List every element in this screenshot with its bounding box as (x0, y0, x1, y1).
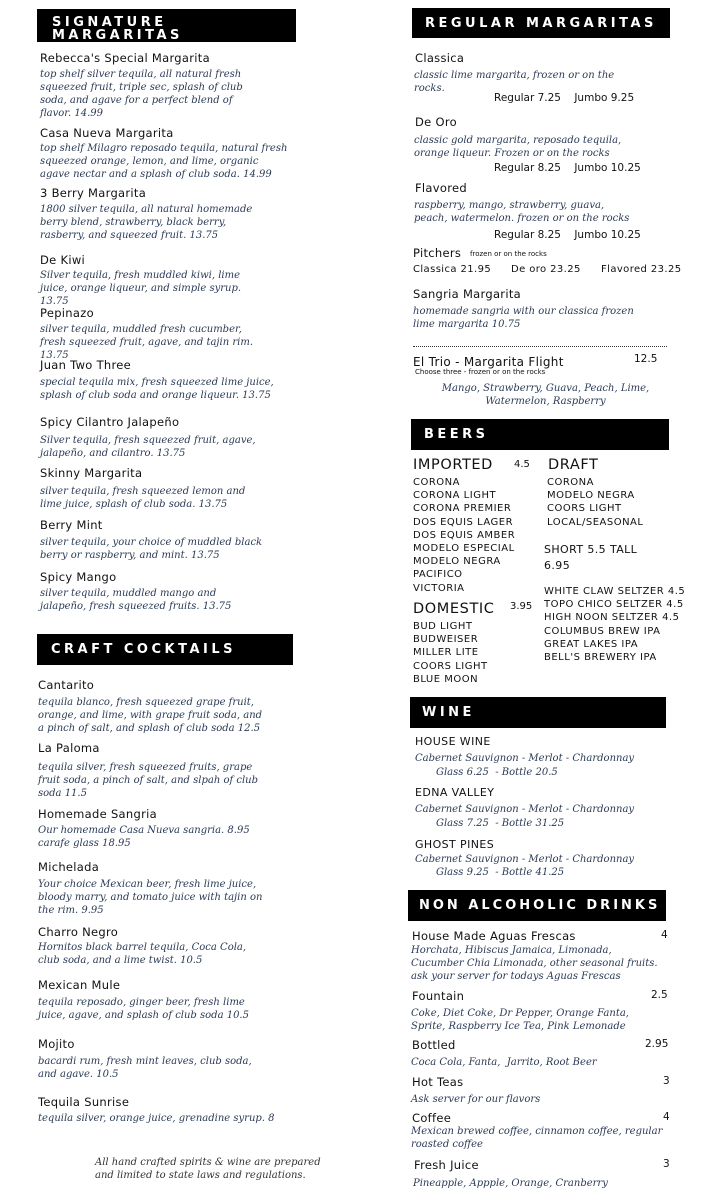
beers-header (411, 419, 669, 450)
domestic-price: 3.95 (510, 601, 533, 612)
beer-item: CORONA LIGHT (413, 490, 497, 502)
menu-item-name: House Made Aguas Frescas (412, 929, 576, 943)
menu-item-name: Michelada (38, 860, 100, 874)
menu-item-description: Silver tequila, fresh squeezed fruit, agave, jalapeño, and cilantro. 13.75 (40, 435, 256, 459)
menu-item-description: silver tequila, your choice of muddled black berry or raspberry, and mint. 13.75 (40, 537, 263, 561)
domestic-list (413, 620, 488, 686)
pitcher-price-deoro: De oro 23.25 (511, 264, 581, 275)
beer-item: CORONA (547, 477, 594, 488)
menu-item-name: Casa Nueva Margarita (40, 126, 174, 140)
signature-header-line1: SIGNATURE (52, 15, 167, 30)
menu-item-name: Tequila Sunrise (38, 1095, 130, 1109)
pitchers-note: frozen or on the rocks (470, 250, 547, 258)
beer-item: PACIFICO (413, 569, 463, 581)
menu-item-price: 2.95 (645, 1038, 669, 1050)
wine-name: GHOST PINES (415, 838, 495, 851)
regular-margaritas-header (412, 8, 670, 38)
wine-header-title: WINE (422, 705, 475, 720)
menu-item-description: top shelf Milagro reposado tequila, natural fresh squeezed orange, lemon, and lime, organic agave nectar and a splash of club soda. 14.99 (40, 143, 288, 180)
menu-item-description: Horchata, Hibiscus Jamaica, Limonada, Cucumber Chia Limonada, other seasonal fruits. ask your server for todays Aguas Frescas (411, 945, 658, 982)
menu-item-description: homemade sangria with our classica frozen lime margarita 10.75 (413, 306, 634, 330)
menu-item-name: Coffee (412, 1111, 452, 1125)
draft-tall-price: 6.95 (544, 559, 571, 572)
imported-list (413, 476, 515, 595)
menu-item-description: tequila reposado, ginger beer, fresh lime juice, agave, and splash of club soda 10.5 (38, 997, 249, 1021)
price-line: Regular 7.25 Jumbo 9.25 (494, 92, 635, 104)
beer-item: MODELO NEGRA (413, 556, 501, 568)
menu-item-description: Hornitos black barrel tequila, Coca Cola, club soda, and a lime twist. 10.5 (38, 942, 247, 966)
draft-short-tall-price: SHORT 5.5 TALL (544, 543, 638, 556)
menu-item-name: El Trio - Margarita Flight (413, 355, 564, 369)
menu-item-name: Spicy Mango (40, 570, 117, 584)
beer-item: DOS EQUIS AMBER (413, 529, 516, 541)
menu-item-price: 4 (663, 1111, 670, 1123)
price-line: Regular 8.25 Jumbo 10.25 (494, 162, 641, 174)
menu-item-description: Coca Cola, Fanta, Jarrito, Root Beer (411, 1057, 597, 1068)
trio-price: 12.5 (634, 353, 658, 365)
other-beers-list (544, 585, 685, 664)
beer-item: COLUMBUS BREW IPA (544, 625, 661, 637)
menu-item-description: Ask server for our flavors (411, 1094, 541, 1105)
beer-item: CORONA (413, 477, 460, 488)
menu-item-name: Cantarito (38, 678, 95, 692)
nonalc-header-title: NON ALCOHOLIC DRINKS (419, 898, 661, 913)
menu-item-name: Skinny Margarita (40, 466, 143, 480)
pitcher-price-flavored: Flavored 23.25 (601, 264, 682, 275)
menu-item-description: Pineapple, Appple, Orange, Cranberry (413, 1178, 608, 1189)
beer-item: MILLER LITE (413, 647, 479, 659)
menu-item-description: raspberry, mango, strawberry, guava, peach, watermelon. frozen or on the rocks (414, 200, 630, 224)
non-alcoholic-header (408, 890, 666, 921)
beer-item: BLUE MOON (413, 673, 479, 685)
menu-item-name: De Oro (415, 115, 457, 129)
menu-item-name: La Paloma (38, 741, 100, 755)
menu-item-name: Spicy Cilantro Jalapeño (40, 415, 180, 429)
menu-item-description: bacardi rum, fresh mint leaves, club soda, and agave. 10.5 (38, 1056, 252, 1080)
menu-item-name: Bottled (412, 1038, 456, 1052)
imported-price: 4.5 (514, 459, 530, 470)
menu-item-description: Coke, Diet Coke, Dr Pepper, Orange Fanta, Sprite, Raspberry Ice Tea, Pink Lemonade (411, 1008, 629, 1032)
beer-item: COORS LIGHT (413, 660, 488, 672)
wine-prices: Glass 6.25 - Bottle 20.5 (436, 767, 558, 778)
menu-item-description: tequila blanco, fresh squeezed grape fruit, orange, and lime, with grape fruit soda, and a pinch of salt, and splash of club soda 12.5 (38, 697, 263, 734)
imported-title: IMPORTED (413, 457, 493, 473)
trio-note: Choose three - frozen or on the rocks (415, 368, 546, 376)
menu-item-description: silver tequila, fresh squeezed lemon and lime juice, splash of club soda. 13.75 (40, 486, 246, 510)
menu-item-name: Sangria Margarita (413, 287, 521, 301)
menu-item-description: top shelf silver tequila, all natural fresh squeezed fruit, triple sec, splash of club soda, and agave for a perfect blend of flavor. 14.99 (40, 69, 243, 119)
craft-cocktails-header (37, 634, 293, 665)
signature-margaritas-header (37, 9, 296, 42)
menu-item-name: Berry Mint (40, 518, 103, 532)
menu-item-name: Classica (415, 51, 465, 65)
menu-item-name: Fresh Juice (414, 1158, 479, 1172)
beer-item: TOPO CHICO SELTZER 4.5 (544, 599, 684, 611)
wine-varietals: Cabernet Sauvignon - Merlot - Chardonnay (415, 854, 635, 865)
menu-item-description: tequila silver, orange juice, grenadine syrup. 8 (38, 1113, 275, 1124)
beer-item: BUDWEISER (413, 634, 479, 646)
menu-item-name: 3 Berry Margarita (40, 186, 147, 200)
menu-item-name: Homemade Sangria (38, 807, 157, 821)
menu-item-description: silver tequila, muddled fresh cucumber, fresh squeezed fruit, agave, and tajin rim. 13.75 (40, 324, 253, 361)
beer-item: GREAT LAKES IPA (544, 638, 639, 650)
pitcher-price-classica: Classica 21.95 (413, 264, 492, 275)
wine-varietals: Cabernet Sauvignon - Merlot - Chardonnay (415, 804, 635, 815)
menu-item-price: 4 (661, 929, 668, 941)
menu-item-name: Hot Teas (412, 1075, 464, 1089)
menu-item-description: Mexican brewed coffee, cinnamon coffee, regular roasted coffee (411, 1126, 663, 1150)
menu-item-name: Fountain (412, 989, 465, 1003)
menu-item-description: Silver tequila, fresh muddled kiwi, lime juice, orange liqueur, and simple syrup. 13.75 (40, 270, 242, 307)
beer-item: HIGH NOON SELTZER 4.5 (544, 612, 680, 624)
wine-prices: Glass 9.25 - Bottle 41.25 (436, 867, 565, 878)
trio-flavors: Mango, Strawberry, Guava, Peach, Lime, Watermelon, Raspberry (441, 383, 650, 407)
beer-item: BUD LIGHT (413, 621, 473, 632)
price-line: Regular 8.25 Jumbo 10.25 (494, 229, 641, 241)
menu-item-name: Flavored (415, 181, 467, 195)
menu-item-name: De Kiwi (40, 253, 86, 267)
draft-title: DRAFT (548, 457, 599, 473)
menu-item-description: 1800 silver tequila, all natural homemade berry blend, strawberry, black berry, rasberry, and squeezed fruit. 13.75 (40, 204, 253, 241)
wine-header (410, 697, 666, 728)
beers-header-title: BEERS (424, 427, 489, 442)
wine-varietals: Cabernet Sauvignon - Merlot - Chardonnay (415, 753, 635, 764)
menu-item-name: Charro Negro (38, 925, 119, 939)
menu-item-description: special tequila mix, fresh squeezed lime juice, splash of club soda and orange liqueur. 13.75 (40, 377, 274, 401)
menu-item-price: 2.5 (651, 989, 668, 1001)
domestic-title: DOMESTIC (413, 601, 495, 617)
menu-item-description: classic gold margarita, reposado tequila, orange liqueur. Frozen or on the rocks (414, 135, 622, 159)
menu-item-name: Juan Two Three (40, 358, 132, 372)
menu-item-description: classic lime margarita, frozen or on the rocks. (414, 70, 615, 94)
menu-item-name: Mexican Mule (38, 978, 121, 992)
beer-item: DOS EQUIS LAGER (413, 516, 514, 528)
beer-item: CORONA PREMIER (413, 503, 512, 515)
wine-prices: Glass 7.25 - Bottle 31.25 (436, 818, 565, 829)
wine-name: HOUSE WINE (415, 735, 491, 748)
menu-item-name: Pepinazo (40, 306, 94, 320)
menu-item-description: silver tequila, muddled mango and jalapeño, fresh squeezed fruits. 13.75 (40, 588, 232, 612)
beer-item: VICTORIA (413, 582, 465, 594)
regular-header-title: REGULAR MARGARITAS (425, 16, 657, 31)
wine-name: EDNA VALLEY (415, 786, 495, 799)
menu-item-name: Mojito (38, 1037, 75, 1051)
draft-list (547, 476, 643, 529)
menu-item-name: Rebecca's Special Margarita (40, 51, 210, 65)
menu-item-description: Your choice Mexican beer, fresh lime juice, bloody marry, and tomato juice with tajin on the rim. 9.95 (38, 879, 263, 916)
menu-item-description: Our homemade Casa Nueva sangria. 8.95 carafe glass 18.95 (38, 825, 250, 849)
menu-item-price: 3 (663, 1158, 670, 1170)
menu-item-description: tequila silver, fresh squeezed fruits, grape fruit soda, a pinch of salt, and slpah of club soda 11.5 (38, 762, 258, 799)
divider-line (413, 346, 667, 347)
beer-item: BELL'S BREWERY IPA (544, 652, 657, 664)
signature-header-line2: MARGARITAS (52, 28, 183, 43)
beer-item: LOCAL/SEASONAL (547, 516, 644, 528)
beer-item: WHITE CLAW SELTZER 4.5 (544, 586, 686, 597)
menu-item-price: 3 (663, 1075, 670, 1087)
footer-note: All hand crafted spirits & wine are prepared and limited to state laws and regulations. (95, 1157, 321, 1181)
craft-header-title: CRAFT COCKTAILS (51, 642, 236, 657)
beer-item: MODELO ESPECIAL (413, 543, 515, 555)
beer-item: MODELO NEGRA (547, 490, 635, 502)
menu-item-name: Pitchers (413, 246, 462, 260)
beer-item: COORS LIGHT (547, 503, 622, 515)
